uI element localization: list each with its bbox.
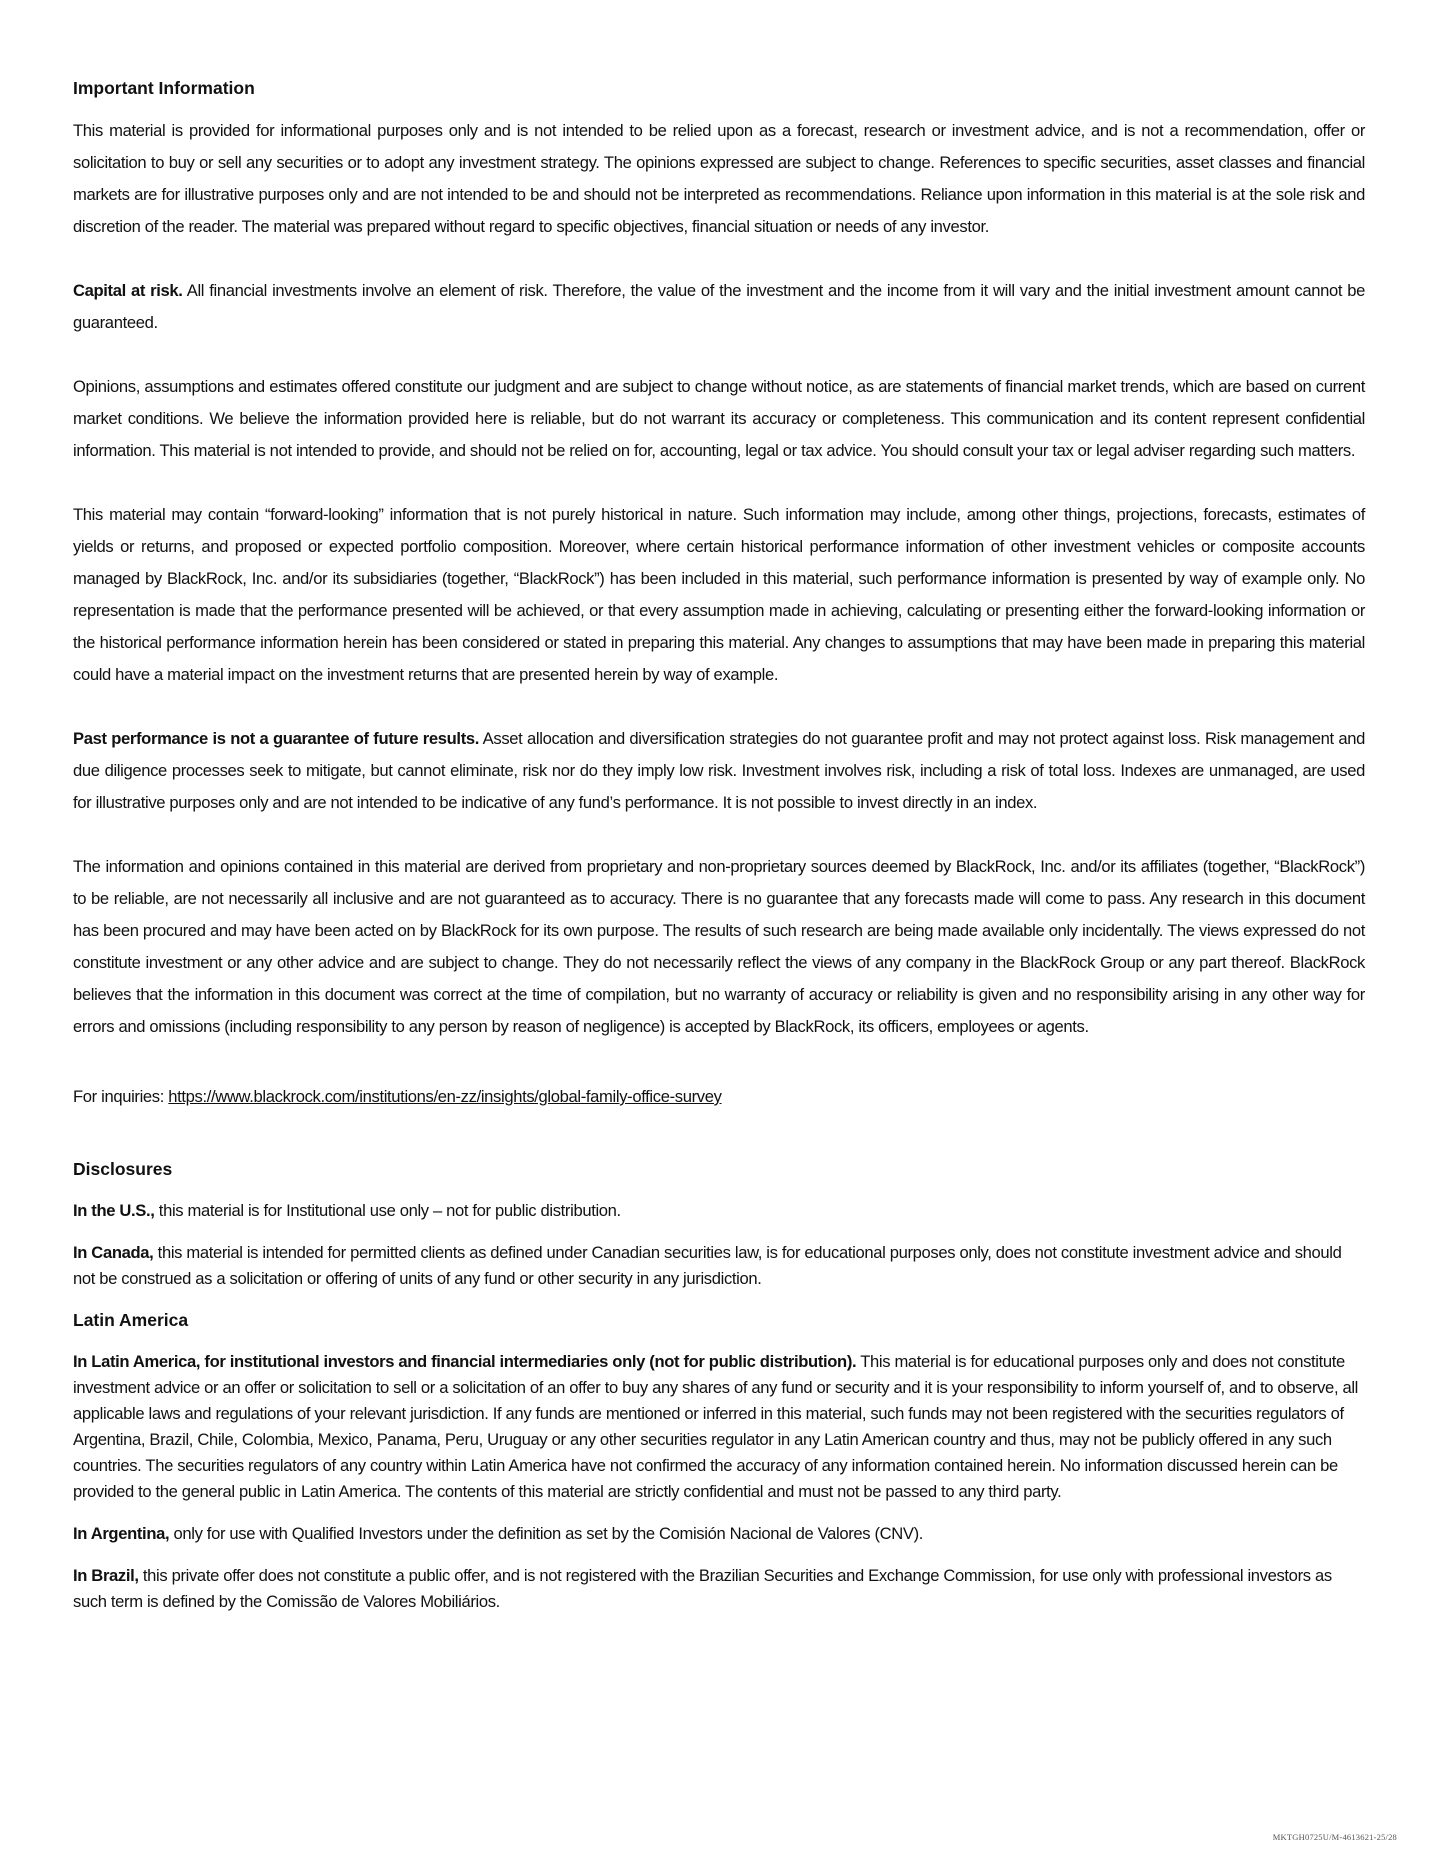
disclosures-heading: Disclosures <box>73 1159 173 1179</box>
paragraph-past-performance <box>73 723 1365 819</box>
paragraph-forward-looking: This material may contain “forward-looking” information that is not purely historical in nature. Such information may include, among other things, projections, forecasts, estimates of yields or returns, and proposed or expected portfolio composition. Moreover, where certain historical performance information of other investment vehicles or composite accounts managed by BlackRock, Inc. and/or its subsidiaries (together, “BlackRock”) has been included in this material, such performance information is presented by way of example only. No representation is made that the performance presented will be achieved, or that every assumption made in achieving, calculating or presenting either the forward-looking information or the historical performance information herein has been considered or stated in preparing this material. Any changes to assumptions that may have been made in preparing this material could have a material impact on the investment returns that are presented herein by way of example. <box>73 505 1365 684</box>
disclosure-canada-lead: In Canada, <box>73 1243 154 1262</box>
paragraph-sources: The information and opinions contained in this material are derived from proprietary and non-proprietary sources deemed by BlackRock, Inc. and/or its affiliates (together, “BlackRock”) to be reliable, are not necessarily all inclusive and are not guaranteed as to accuracy. There is no guarantee that any forecasts made will come to pass. Any research in this document has been procured and may have been acted on by BlackRock for its own purpose. The results of such research are being made available only incidentally. The views expressed do not constitute investment or any other advice and are subject to change. They do not necessarily reflect the views of any company in the BlackRock Group or any part thereof. BlackRock believes that the information in this document was correct at the time of compilation, but no warranty of accuracy or reliability is given and no responsibility arising in any other way for errors and omissions (including responsibility to any person by reason of negligence) is accepted by BlackRock, its officers, employees or agents. <box>73 857 1365 1036</box>
disclosure-argentina-lead: In Argentina, <box>73 1524 170 1543</box>
disclosure-brazil-text: this private offer does not constitute a public offer, and is not registered with the Brazilian Securities and Exchange Commission, for use only with professional investors as such term is defined by the Comissão de Valores Mobiliários. <box>73 1566 1332 1611</box>
paragraph-opinions: Opinions, assumptions and estimates offered constitute our judgment and are subject to change without notice, as are statements of financial market trends, which are based on current market conditions. We believe the information provided here is reliable, but do not warrant its accuracy or completeness. This communication and its content represent confidential information. This material is not intended to provide, and should not be relied on for, accounting, legal or tax advice. You should consult your tax or legal adviser regarding such matters. <box>73 377 1365 460</box>
disclosure-brazil-lead: In Brazil, <box>73 1566 139 1585</box>
paragraph-capital-at-risk <box>73 275 1365 339</box>
disclosure-us <box>73 1198 1365 1224</box>
capital-at-risk-text: All financial investments involve an element of risk. Therefore, the value of the investment and the income from it will vary and the initial investment amount cannot be guaranteed. <box>73 281 1365 332</box>
disclosure-latam-lead: In Latin America, for institutional investors and financial intermediaries only (not for public distribution). <box>73 1352 857 1371</box>
disclosure-latin-america <box>73 1349 1365 1505</box>
document-code-footer: MKTGH0725U/M-4613621-25/28 <box>1272 1832 1397 1842</box>
disclosure-us-lead: In the U.S., <box>73 1201 155 1220</box>
inquiries-line <box>73 1081 1365 1113</box>
document-page <box>73 76 1365 1615</box>
disclosure-canada <box>73 1240 1365 1292</box>
disclosure-latam-text: This material is for educational purposes only and does not constitute investment advice or an offer or solicitation to sell or a solicitation of an offer to buy any shares of any fund or security and it is your responsibility to inform yourself of, and to observe, all applicable laws and regulations of your relevant jurisdiction. If any funds are mentioned or inferred in this material, such funds may not been registered with the securities regulators of Argentina, Brazil, Chile, Colombia, Mexico, Panama, Peru, Uruguay or any other securities regulator in any Latin American country and thus, may not be publicly offered in any such countries. The securities regulators of any country within Latin America have not confirmed the accuracy of any information contained herein. No information discussed herein can be provided to the general public in Latin America. The contents of this material are strictly confidential and must not be passed to any third party. <box>73 1352 1359 1501</box>
inquiries-link[interactable]: https://www.blackrock.com/institutions/en-zz/insights/global-family-office-survey <box>168 1087 722 1106</box>
past-performance-text: Asset allocation and diversification strategies do not guarantee profit and may not protect against loss. Risk management and due diligence processes seek to mitigate, but cannot eliminate, risk nor do they imply low risk. Investment involves risk, including a risk of total loss. Indexes are unmanaged, are used for illustrative purposes only and are not intended to be indicative of any fund’s performance. It is not possible to invest directly in an index. <box>73 729 1365 812</box>
important-information-heading: Important Information <box>73 78 255 98</box>
capital-at-risk-lead: Capital at risk. <box>73 281 183 300</box>
disclosure-argentina-text: only for use with Qualified Investors under the definition as set by the Comisión Nacional de Valores (CNV). <box>169 1524 924 1543</box>
inquiries-label: For inquiries: <box>73 1087 169 1106</box>
disclosure-argentina <box>73 1521 1365 1547</box>
past-performance-lead: Past performance is not a guarantee of future results. <box>73 729 480 748</box>
disclosure-us-text: this material is for Institutional use only – not for public distribution. <box>154 1201 621 1220</box>
disclosure-brazil <box>73 1563 1365 1615</box>
paragraph-purpose: This material is provided for informational purposes only and is not intended to be relied upon as a forecast, research or investment advice, and is not a recommendation, offer or solicitation to buy or sell any securities or to adopt any investment strategy. The opinions expressed are subject to change. References to specific securities, asset classes and financial markets are for illustrative purposes only and are not intended to be and should not be interpreted as recommendations. Reliance upon information in this material is at the sole risk and discretion of the reader. The material was prepared without regard to specific objectives, financial situation or needs of any investor. <box>73 121 1365 236</box>
latin-america-heading: Latin America <box>73 1310 189 1330</box>
disclosure-canada-text: this material is intended for permitted clients as defined under Canadian securities law, is for educational purposes only, does not constitute investment advice and should not be construed as a solicitation or offering of units of any fund or other security in any jurisdiction. <box>73 1243 1342 1288</box>
